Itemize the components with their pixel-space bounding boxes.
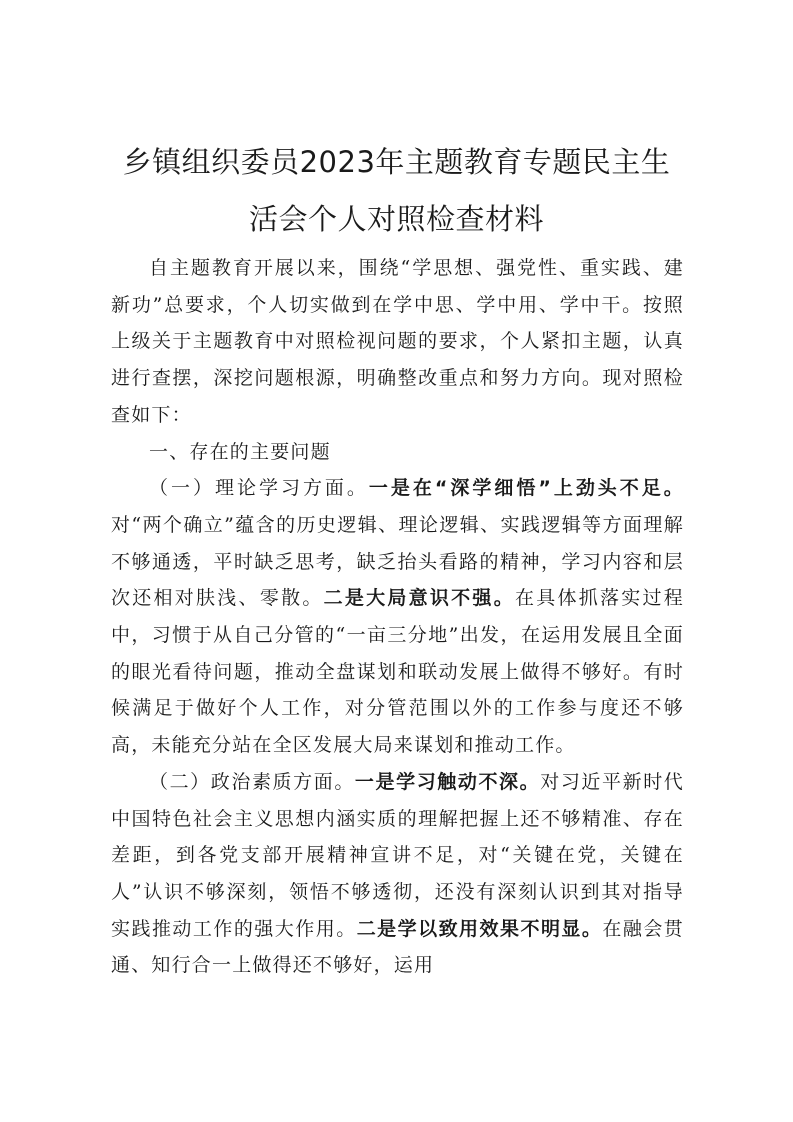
point-title: 一是学习触动不深。: [354, 770, 541, 793]
document-title-line-2: 活会个人对照检查材料: [248, 202, 544, 236]
point-title: 一是在“深学细悟”上劲头不足。: [368, 477, 684, 500]
point-title: 二是大局意识不强。: [323, 587, 515, 610]
section-heading: 一、存在的主要问题: [149, 440, 331, 463]
point-text: 在融会贯通、知行合一上做得还不够好，运用: [111, 917, 684, 977]
paragraph-political-quality: [111, 764, 684, 984]
point-title: 二是学以致用效果不明显。: [356, 917, 603, 940]
point-text: 对“两个确立”蕴含的历史逻辑、理论逻辑、实践逻辑等方面理解不够通透，平时缺乏思考，缺乏抬头看路的精神，学习内容和层次还相对肤浅、零散。: [111, 513, 684, 610]
subsection-label: （二）政治素质方面。: [149, 770, 355, 793]
paragraph-theory-study: [111, 470, 684, 764]
document-title-line-1: 乡镇组织委员2023年主题教育专题民主生: [122, 145, 671, 179]
point-text: 对习近平新时代中国特色社会主义思想内涵实质的理解把握上还不够精准、存在差距，到各党支部开展精神宣讲不足，对“关键在党，关键在人”认识不够深刻，领悟不够透彻，还没有深刻认识到其对指导实践推动工作的强大作用。: [111, 770, 684, 940]
document-body: [111, 250, 684, 984]
point-text: 在具体抓落实过程中，习惯于从自己分管的“一亩三分地”出发，在运用发展且全面的眼光看待问题，推动全盘谋划和联动发展上做得不够好。有时候满足于做好个人工作，对分管范围以外的工作参与度还不够高，未能充分站在全区发展大局来谋划和推动工作。: [111, 587, 684, 757]
intro-paragraph: 自主题教育开展以来，围绕“学思想、强党性、重实践、建新功”总要求，个人切实做到在学中思、学中用、学中干。按照上级关于主题教育中对照检视问题的要求，个人紧扣主题，认真进行查摆，深挖问题根源，明确整改重点和努力方向。现对照检查如下：: [111, 257, 684, 426]
subsection-label: （一）理论学习方面。: [149, 477, 369, 500]
